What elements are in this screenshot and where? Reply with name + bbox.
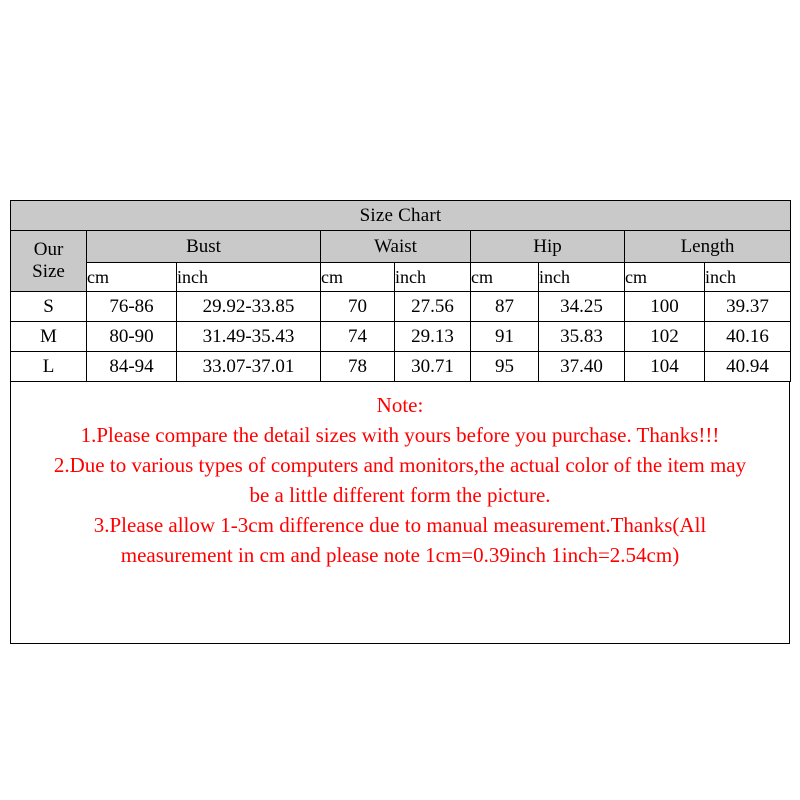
cell-size: S: [11, 292, 87, 322]
chart-title: Size Chart: [11, 201, 791, 231]
size-chart-table: [10, 200, 791, 382]
unit-hip-cm: cm: [471, 263, 539, 292]
cell-length-inch: 40.94: [705, 352, 791, 382]
header-our-size-line2: Size: [32, 261, 65, 282]
unit-length-cm: cm: [625, 263, 705, 292]
note-line-5: measurement in cm and please note 1cm=0.39inch 1inch=2.54cm): [120, 543, 680, 567]
cell-bust-inch: 33.07-37.01: [177, 352, 321, 382]
unit-waist-inch: inch: [395, 263, 471, 292]
header-our-size-line1: Our: [33, 239, 64, 260]
cell-length-inch: 40.16: [705, 322, 791, 352]
cell-length-cm: 104: [625, 352, 705, 382]
table-row-group-headers: [11, 231, 791, 263]
size-chart-container: [10, 200, 790, 644]
unit-bust-cm: cm: [87, 263, 177, 292]
cell-waist-inch: 27.56: [395, 292, 471, 322]
cell-bust-cm: 76-86: [87, 292, 177, 322]
cell-waist-inch: 30.71: [395, 352, 471, 382]
cell-waist-cm: 78: [321, 352, 395, 382]
unit-bust-inch: inch: [177, 263, 321, 292]
cell-size: L: [11, 352, 87, 382]
cell-bust-inch: 31.49-35.43: [177, 322, 321, 352]
cell-length-cm: 102: [625, 322, 705, 352]
unit-hip-inch: inch: [539, 263, 625, 292]
header-our-size: [11, 231, 87, 292]
table-row: [11, 322, 791, 352]
cell-hip-cm: 91: [471, 322, 539, 352]
cell-hip-inch: 37.40: [539, 352, 625, 382]
cell-length-cm: 100: [625, 292, 705, 322]
cell-bust-inch: 29.92-33.85: [177, 292, 321, 322]
header-bust: Bust: [87, 231, 321, 263]
cell-size: M: [11, 322, 87, 352]
note-line-2: 2.Due to various types of computers and monitors,the actual color of the item may: [53, 453, 747, 477]
table-row: [11, 352, 791, 382]
cell-hip-inch: 35.83: [539, 322, 625, 352]
cell-hip-inch: 34.25: [539, 292, 625, 322]
header-waist: Waist: [321, 231, 471, 263]
cell-waist-cm: 70: [321, 292, 395, 322]
table-row: [11, 292, 791, 322]
header-length: Length: [625, 231, 791, 263]
note-title: Note:: [376, 393, 424, 417]
cell-length-inch: 39.37: [705, 292, 791, 322]
note-line-1: 1.Please compare the detail sizes with yours before you purchase. Thanks!!!: [80, 423, 720, 447]
cell-hip-cm: 87: [471, 292, 539, 322]
note-line-3: be a little different form the picture.: [249, 483, 551, 507]
cell-waist-cm: 74: [321, 322, 395, 352]
unit-length-inch: inch: [705, 263, 791, 292]
unit-waist-cm: cm: [321, 263, 395, 292]
cell-waist-inch: 29.13: [395, 322, 471, 352]
cell-bust-cm: 80-90: [87, 322, 177, 352]
cell-hip-cm: 95: [471, 352, 539, 382]
table-row-units: [11, 263, 791, 292]
table-row-title: [11, 201, 791, 231]
cell-bust-cm: 84-94: [87, 352, 177, 382]
header-hip: Hip: [471, 231, 625, 263]
note-section: [10, 382, 790, 644]
note-line-4: 3.Please allow 1-3cm difference due to manual measurement.Thanks(All: [93, 513, 707, 537]
